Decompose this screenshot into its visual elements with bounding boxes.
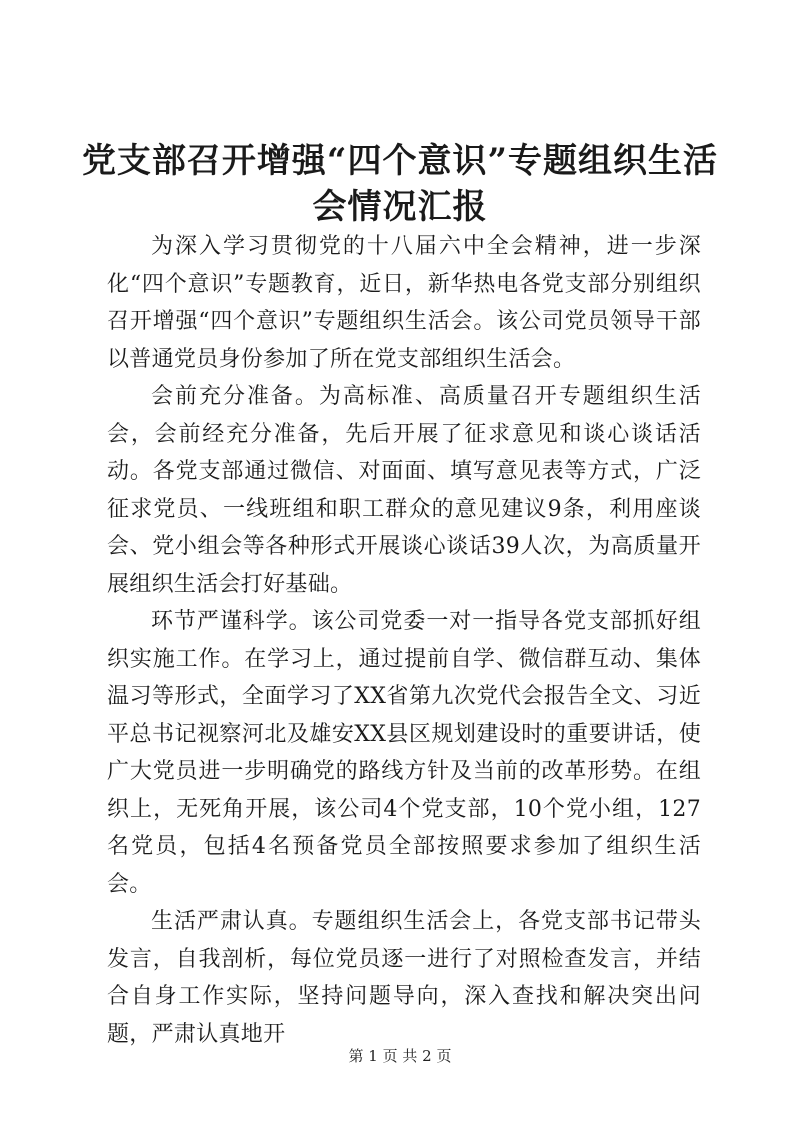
page-footer: 第 1 页 共 2 页 xyxy=(348,1047,452,1065)
paragraph-conduct: 生活严肃认真。专题组织生活会上，各党支部书记带头发言，自我剖析，每位党员逐一进行了对照检查发言，并结合自身工作实际，坚持问题导向，深入查找和解决突出问题，严肃认真地开 xyxy=(107,909,701,1047)
paragraph-intro: 为深入学习贯彻党的十八届六中全会精神，进一步深化“四个意识”专题教育，近日，新华热电各党支部分别组织召开增强“四个意识”专题组织生活会。该公司党员领导干部以普通党员身份参加了所在党支部组织生活会。 xyxy=(107,234,701,372)
paragraph-preparation: 会前充分准备。为高标准、高质量召开专题组织生活会，会前经充分准备，先后开展了征求意见和谈心谈话活动。各党支部通过微信、对面面、填写意见表等方式，广泛征求党员、一线班组和职工群众的意见建议9条，利用座谈会、党小组会等各种形式开展谈心谈话39人次，为高质量开展组织生活会打好基础。 xyxy=(107,384,701,597)
document-body xyxy=(107,228,701,1053)
document-title: 党支部召开增强“四个意识”专题组织生活会情况汇报 xyxy=(81,141,719,227)
paragraph-procedure: 环节严谨科学。该公司党委一对一指导各党支部抓好组织实施工作。在学习上，通过提前自学、微信群互动、集体温习等形式，全面学习了XX省第九次党代会报告全文、习近平总书记视察河北及雄安XX县区规划建设时的重要讲话，使广大党员进一步明确党的路线方针及当前的改革形势。在组织上，无死角开展，该公司4个党支部，10个党小组，127名党员，包括4名预备党员全部按照要求参加了组织生活会。 xyxy=(107,609,701,897)
